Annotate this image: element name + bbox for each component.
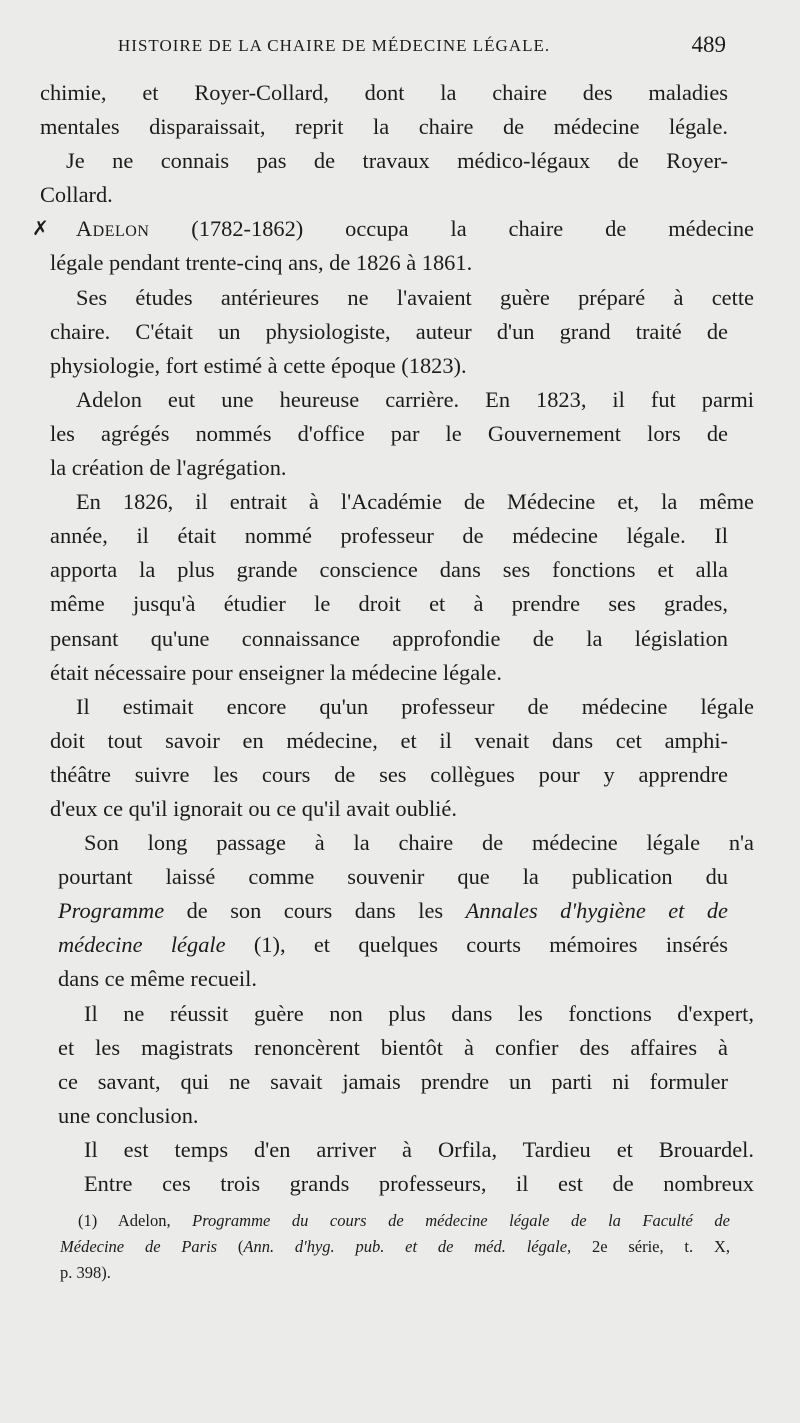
margin-mark-icon: ✗ (32, 218, 49, 241)
text-line: chimie, et Royer-Collard, dont la chaire des maladies (40, 80, 728, 105)
text-line: d'eux ce qu'il ignorait ou ce qu'il avait oublié. (50, 795, 457, 821)
text-line: les agrégés nommés d'office par le Gouvernement lors de (50, 420, 728, 446)
text-line: Il ne réussit guère non plus dans les fonctions d'expert, (84, 1000, 754, 1026)
page-number: 489 (691, 32, 726, 57)
text-line: année, il était nommé professeur de médecine légale. Il (50, 523, 728, 549)
body-text (32, 76, 754, 1201)
text-line: Il est temps d'en arriver à Orfila, Tardieu et Brouardel. (84, 1136, 754, 1162)
text-line: doit tout savoir en médecine, et il venait dans cet amphi- (50, 727, 728, 753)
footnote-line: (1) Adelon, Programme du cours de médecine légale de la Faculté de (78, 1211, 730, 1230)
footnote-line: p. 398). (60, 1263, 111, 1282)
text-line: physiologie, fort estimé à cette époque (1823). (50, 352, 467, 378)
text-line: mentales disparaissait, reprit la chaire de médecine légale. (40, 114, 728, 140)
text-line: et les magistrats renoncèrent bientôt à confier des affaires à (58, 1034, 728, 1060)
text-line: pourtant laissé comme souvenir que la publication du (58, 864, 728, 890)
text-line: une conclusion. (58, 1102, 199, 1128)
author-name: Adelon (76, 216, 150, 242)
text-line: même jusqu'à étudier le droit et à prendre ses grades, (50, 591, 728, 617)
text-line: Collard. (40, 182, 113, 208)
text-line: théâtre suivre les cours de ses collègues pour y apprendre (50, 761, 728, 787)
text-line: En 1826, il entrait à l'Académie de Médecine et, la même (76, 489, 754, 515)
text-line: Son long passage à la chaire de médecine légale n'a (84, 830, 754, 856)
text-line: Ses études antérieures ne l'avaient guère préparé à cette (76, 284, 754, 310)
text-line: était nécessaire pour enseigner la médecine légale. (50, 659, 502, 685)
work-title: Programme (58, 898, 165, 924)
text-line: dans ce même recueil. (58, 966, 257, 992)
text-line: Entre ces trois grands professeurs, il est de nombreux (84, 1171, 754, 1196)
text-line: Adelon eut une heureuse carrière. En 1823, il fut parmi (76, 386, 754, 412)
text-line: ce savant, qui ne savait jamais prendre un parti ni formuler (58, 1068, 728, 1094)
text-line: ✗ Adelon (1782-1862) occupa la chaire de médecine (50, 212, 754, 246)
text-line: la création de l'agrégation. (50, 455, 287, 481)
footnote-line: Médecine de Paris (Ann. d'hyg. pub. et de méd. légale, 2e série, t. X, (60, 1237, 730, 1256)
text-line: chaire. C'était un physiologiste, auteur d'un grand traité de (50, 318, 728, 344)
text-line: pensant qu'une connaissance approfondie de la législation (50, 625, 728, 651)
text-line: Je ne connais pas de travaux médico-légaux de Royer- (66, 148, 728, 174)
journal-title-cont: médecine légale (58, 932, 226, 958)
text-line: apporta la plus grande conscience dans ses fonctions et alla (50, 557, 728, 583)
text-line: médecine légale (1), et quelques courts mémoires insérés (58, 932, 728, 958)
journal-title: Annales d'hygiène et de (465, 898, 728, 924)
text-line: légale pendant trente-cinq ans, de 1826 à 1861. (50, 250, 473, 276)
text-line: Il estimait encore qu'un professeur de médecine légale (76, 693, 754, 719)
footnote (60, 1208, 730, 1286)
running-title: HISTOIRE DE LA CHAIRE DE MÉDECINE LÉGALE. (118, 36, 551, 55)
text-line: Programme de son cours dans les Annales d'hygiène et de (58, 898, 728, 924)
